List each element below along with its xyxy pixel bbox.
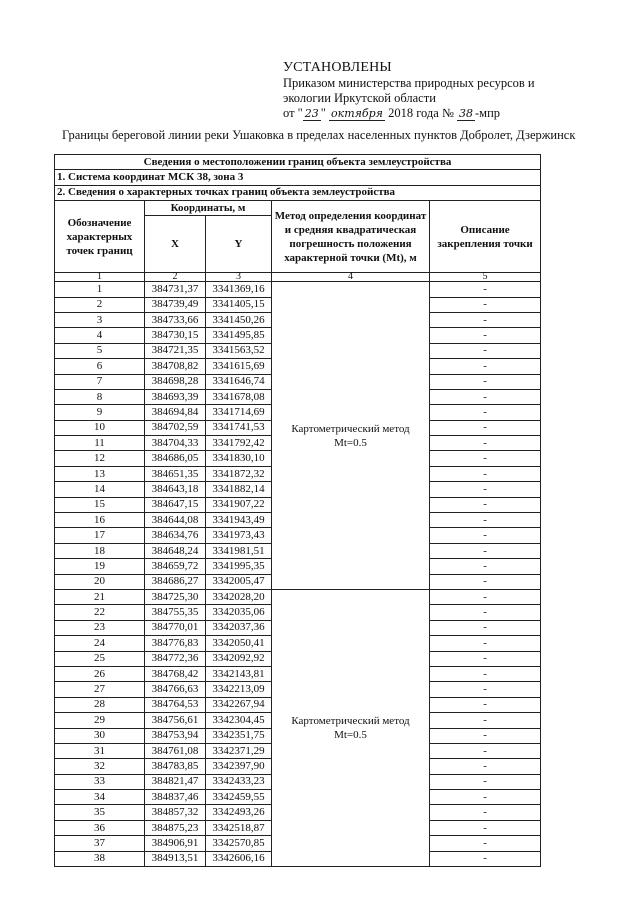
point-number-cell: 13	[55, 466, 145, 481]
description-cell: -	[430, 666, 541, 681]
approval-heading: УСТАНОВЛЕНЫ	[283, 60, 392, 75]
x-coordinate-cell: 384698,28	[145, 374, 206, 389]
x-coordinate-cell: 384875,23	[145, 820, 206, 835]
y-coordinate-cell: 3342351,75	[206, 728, 272, 743]
header-point-designation: Обозначение характерных точек границ	[55, 201, 145, 273]
column-number-4: 4	[272, 273, 430, 282]
y-coordinate-cell: 3341830,10	[206, 451, 272, 466]
coordinates-table	[54, 154, 541, 867]
description-cell: -	[430, 513, 541, 528]
x-coordinate-cell: 384772,36	[145, 651, 206, 666]
x-coordinate-cell: 384634,76	[145, 528, 206, 543]
description-cell: -	[430, 359, 541, 374]
y-coordinate-cell: 3341714,69	[206, 405, 272, 420]
y-coordinate-cell: 3342005,47	[206, 574, 272, 589]
description-cell: -	[430, 743, 541, 758]
x-coordinate-cell: 384702,59	[145, 420, 206, 435]
description-cell: -	[430, 312, 541, 327]
x-coordinate-cell: 384776,83	[145, 636, 206, 651]
point-number-cell: 14	[55, 482, 145, 497]
point-number-cell: 29	[55, 713, 145, 728]
description-cell: -	[430, 328, 541, 343]
column-number-3: 3	[206, 273, 272, 282]
table-row	[55, 589, 541, 604]
y-coordinate-cell: 3341646,74	[206, 374, 272, 389]
point-number-cell: 27	[55, 682, 145, 697]
description-cell: -	[430, 651, 541, 666]
x-coordinate-cell: 384755,35	[145, 605, 206, 620]
x-coordinate-cell: 384753,94	[145, 728, 206, 743]
point-number-cell: 20	[55, 574, 145, 589]
x-coordinate-cell: 384768,42	[145, 666, 206, 681]
x-coordinate-cell: 384686,27	[145, 574, 206, 589]
table-title: Сведения о местоположении границ объекта землеустройства	[55, 155, 541, 170]
description-cell: -	[430, 697, 541, 712]
description-cell: -	[430, 466, 541, 481]
column-number-1: 1	[55, 273, 145, 282]
point-number-cell: 3	[55, 312, 145, 327]
point-number-cell: 30	[55, 728, 145, 743]
description-cell: -	[430, 543, 541, 558]
x-coordinate-cell: 384694,84	[145, 405, 206, 420]
section-coordinate-system: 1. Система координат МСК 38, зона 3	[55, 170, 541, 185]
description-cell: -	[430, 559, 541, 574]
y-coordinate-cell: 3341615,69	[206, 359, 272, 374]
y-coordinate-cell: 3342304,45	[206, 713, 272, 728]
x-coordinate-cell: 384643,18	[145, 482, 206, 497]
y-coordinate-cell: 3341973,43	[206, 528, 272, 543]
description-cell: -	[430, 374, 541, 389]
y-coordinate-cell: 3341369,16	[206, 282, 272, 297]
column-number-2: 2	[145, 273, 206, 282]
point-number-cell: 17	[55, 528, 145, 543]
x-coordinate-cell: 384761,08	[145, 743, 206, 758]
x-coordinate-cell: 384647,15	[145, 497, 206, 512]
y-coordinate-cell: 3342143,81	[206, 666, 272, 681]
y-coordinate-cell: 3341882,14	[206, 482, 272, 497]
y-coordinate-cell: 3341907,22	[206, 497, 272, 512]
handwritten-month: октября	[331, 107, 383, 120]
description-cell: -	[430, 682, 541, 697]
point-number-cell: 24	[55, 636, 145, 651]
point-number-cell: 37	[55, 836, 145, 851]
approval-date-line	[283, 106, 535, 121]
x-coordinate-cell: 384708,82	[145, 359, 206, 374]
description-cell: -	[430, 420, 541, 435]
description-cell: -	[430, 636, 541, 651]
document-subtitle: Границы береговой линии реки Ушаковка в пределах населенных пунктов Добролет, Дзержинск	[62, 128, 576, 142]
description-cell: -	[430, 713, 541, 728]
x-coordinate-cell: 384770,01	[145, 620, 206, 635]
y-coordinate-cell: 3341678,08	[206, 389, 272, 404]
y-coordinate-cell: 3342433,23	[206, 774, 272, 789]
description-cell: -	[430, 297, 541, 312]
y-coordinate-cell: 3342028,20	[206, 589, 272, 604]
x-coordinate-cell: 384686,05	[145, 451, 206, 466]
point-number-cell: 4	[55, 328, 145, 343]
y-coordinate-cell: 3342035,06	[206, 605, 272, 620]
description-cell: -	[430, 436, 541, 451]
point-number-cell: 18	[55, 543, 145, 558]
x-coordinate-cell: 384857,32	[145, 805, 206, 820]
y-coordinate-cell: 3341981,51	[206, 543, 272, 558]
approval-line-2: экологии Иркутской области	[283, 91, 436, 105]
y-coordinate-cell: 3341995,35	[206, 559, 272, 574]
description-cell: -	[430, 282, 541, 297]
point-number-cell: 2	[55, 297, 145, 312]
description-cell: -	[430, 820, 541, 835]
point-number-cell: 38	[55, 851, 145, 866]
y-coordinate-cell: 3342213,09	[206, 682, 272, 697]
point-number-cell: 11	[55, 436, 145, 451]
x-coordinate-cell: 384704,33	[145, 436, 206, 451]
point-number-cell: 15	[55, 497, 145, 512]
x-coordinate-cell: 384783,85	[145, 759, 206, 774]
y-coordinate-cell: 3342570,85	[206, 836, 272, 851]
header-method: Метод определения координат и средняя квадратическая погрешность положения характерной точки (Mt), м	[272, 201, 430, 273]
y-coordinate-cell: 3342397,90	[206, 759, 272, 774]
header-description: Описание закрепления точки	[430, 201, 541, 273]
description-cell: -	[430, 851, 541, 866]
x-coordinate-cell: 384764,53	[145, 697, 206, 712]
x-coordinate-cell: 384725,30	[145, 589, 206, 604]
handwritten-day: 23	[304, 107, 319, 120]
point-number-cell: 31	[55, 743, 145, 758]
description-cell: -	[430, 728, 541, 743]
approval-block	[283, 60, 535, 121]
column-number-5: 5	[430, 273, 541, 282]
section-characteristic-points: 2. Сведения о характерных точках границ объекта землеустройства	[55, 185, 541, 200]
x-coordinate-cell: 384644,08	[145, 513, 206, 528]
point-number-cell: 26	[55, 666, 145, 681]
description-cell: -	[430, 343, 541, 358]
description-cell: -	[430, 805, 541, 820]
point-number-cell: 9	[55, 405, 145, 420]
x-coordinate-cell: 384837,46	[145, 790, 206, 805]
point-number-cell: 25	[55, 651, 145, 666]
y-coordinate-cell: 3341450,26	[206, 312, 272, 327]
point-number-cell: 7	[55, 374, 145, 389]
x-coordinate-cell: 384648,24	[145, 543, 206, 558]
description-cell: -	[430, 620, 541, 635]
method-cell-group-2: Картометрический метод Mt=0.5	[272, 589, 430, 866]
point-number-cell: 12	[55, 451, 145, 466]
y-coordinate-cell: 3342606,16	[206, 851, 272, 866]
y-coordinate-cell: 3341741,53	[206, 420, 272, 435]
x-coordinate-cell: 384659,72	[145, 559, 206, 574]
description-cell: -	[430, 759, 541, 774]
table-row	[55, 282, 541, 297]
description-cell: -	[430, 605, 541, 620]
point-number-cell: 16	[55, 513, 145, 528]
method-cell-group-1: Картометрический метод Mt=0.5	[272, 282, 430, 590]
date-quote: "	[320, 106, 326, 120]
y-coordinate-cell: 3342371,29	[206, 743, 272, 758]
y-coordinate-cell: 3342493,26	[206, 805, 272, 820]
y-coordinate-cell: 3341792,42	[206, 436, 272, 451]
y-coordinate-cell: 3342267,94	[206, 697, 272, 712]
point-number-cell: 1	[55, 282, 145, 297]
y-coordinate-cell: 3342459,55	[206, 790, 272, 805]
point-number-cell: 10	[55, 420, 145, 435]
x-coordinate-cell: 384766,63	[145, 682, 206, 697]
y-coordinate-cell: 3341872,32	[206, 466, 272, 481]
y-coordinate-cell: 3342037,36	[206, 620, 272, 635]
y-coordinate-cell: 3341495,85	[206, 328, 272, 343]
x-coordinate-cell: 384733,66	[145, 312, 206, 327]
handwritten-order-number: 38	[459, 107, 474, 120]
y-coordinate-cell: 3341943,49	[206, 513, 272, 528]
point-number-cell: 35	[55, 805, 145, 820]
header-x: X	[145, 216, 206, 273]
point-number-cell: 23	[55, 620, 145, 635]
year-text: 2018 года №	[388, 106, 454, 120]
description-cell: -	[430, 574, 541, 589]
point-number-cell: 36	[55, 820, 145, 835]
point-number-cell: 32	[55, 759, 145, 774]
description-cell: -	[430, 482, 541, 497]
description-cell: -	[430, 389, 541, 404]
point-number-cell: 28	[55, 697, 145, 712]
point-number-cell: 21	[55, 589, 145, 604]
point-number-cell: 22	[55, 605, 145, 620]
description-cell: -	[430, 497, 541, 512]
description-cell: -	[430, 589, 541, 604]
header-y: Y	[206, 216, 272, 273]
date-prefix: от "	[283, 106, 303, 120]
y-coordinate-cell: 3342518,87	[206, 820, 272, 835]
header-coordinates: Координаты, м	[145, 201, 272, 216]
point-number-cell: 19	[55, 559, 145, 574]
point-number-cell: 6	[55, 359, 145, 374]
x-coordinate-cell: 384756,61	[145, 713, 206, 728]
x-coordinate-cell: 384906,91	[145, 836, 206, 851]
description-cell: -	[430, 790, 541, 805]
x-coordinate-cell: 384651,35	[145, 466, 206, 481]
point-number-cell: 5	[55, 343, 145, 358]
x-coordinate-cell: 384731,37	[145, 282, 206, 297]
point-number-cell: 34	[55, 790, 145, 805]
y-coordinate-cell: 3341405,15	[206, 297, 272, 312]
order-suffix: -мпр	[475, 106, 501, 120]
y-coordinate-cell: 3342092,92	[206, 651, 272, 666]
x-coordinate-cell: 384730,15	[145, 328, 206, 343]
point-number-cell: 8	[55, 389, 145, 404]
x-coordinate-cell: 384821,47	[145, 774, 206, 789]
x-coordinate-cell: 384693,39	[145, 389, 206, 404]
y-coordinate-cell: 3341563,52	[206, 343, 272, 358]
description-cell: -	[430, 405, 541, 420]
x-coordinate-cell: 384739,49	[145, 297, 206, 312]
point-number-cell: 33	[55, 774, 145, 789]
description-cell: -	[430, 451, 541, 466]
description-cell: -	[430, 836, 541, 851]
x-coordinate-cell: 384913,51	[145, 851, 206, 866]
description-cell: -	[430, 528, 541, 543]
approval-line-1: Приказом министерства природных ресурсов и	[283, 76, 535, 90]
y-coordinate-cell: 3342050,41	[206, 636, 272, 651]
description-cell: -	[430, 774, 541, 789]
x-coordinate-cell: 384721,35	[145, 343, 206, 358]
